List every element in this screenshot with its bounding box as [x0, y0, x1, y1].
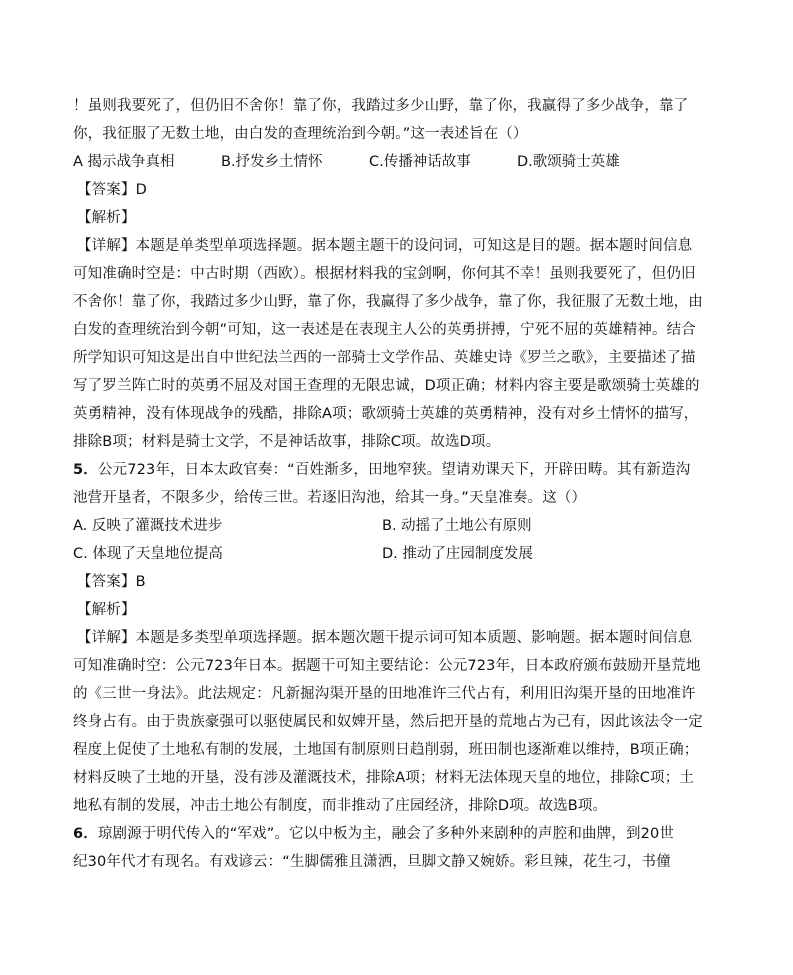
- q6-stem-line: [73, 820, 673, 848]
- q4-detail-line: 所学知识可知这是出自中世纪法兰西的一部骑士文学作品、英雄史诗《罗兰之歌》，主要描述了描: [73, 350, 696, 366]
- q4-detail-line: 不舍你！靠了你，我踏过多少山野，靠了你，我赢得了多少战争，靠了你，我征服了无数土地，由: [73, 294, 703, 310]
- q6-stem-text: 琼剧源于明代传入的“军戏”。它以中板为主，融会了多种外来剧种的声腔和曲牌，到20世: [97, 826, 675, 842]
- q4-option-b: B.抒发乡土情怀: [221, 154, 323, 170]
- q4-detail-line: 写了罗兰阵亡时的英勇不屈及对国王查理的无限忠诚，D项正确；材料内容主要是歌颂骑士英雄的: [73, 378, 700, 394]
- q5-option-d: D. 推动了庄园制度发展: [382, 546, 533, 562]
- q6-stem-line: 纪30年代才有现名。有戏谚云：“生脚儒雅且潇洒，旦脚文静又婉娇。彩旦辣，花生刁，书僮: [73, 854, 671, 870]
- q5-stem-line: 池营开垦者，不限多少，给传三世。若逐旧沟池，给其一身。”天皇准奏。这（）: [73, 490, 587, 506]
- q5-option-c: C. 体现了天皇地位提高: [73, 546, 223, 562]
- q5-options-row-1: [73, 512, 673, 540]
- q4-detail-line: 英勇精神，没有体现战争的残酷，排除A项；歌颂骑士英雄的英勇精神，没有对乡土情怀的描写，: [73, 406, 699, 422]
- q5-answer: 【答案】B: [77, 574, 146, 590]
- q4-options: [73, 148, 673, 176]
- q5-options-row-2: [73, 540, 673, 568]
- q5-option-b: B. 动摇了土地公有原则: [382, 518, 532, 534]
- q5-detail-line: 的《三世一身法》。此法规定：凡新掘沟渠开垦的田地准许三代占有，利用旧沟渠开垦的田地准许: [73, 686, 696, 702]
- q5-analysis-label: 【解析】: [77, 602, 136, 618]
- q5-detail-line: 可知准确时空：公元723年日本。据题干可知主要结论：公元723年，日本政府颁布鼓励开垦荒地: [73, 658, 701, 674]
- q5-option-a: A. 反映了灌溉技术进步: [73, 518, 223, 534]
- q5-detail-line: 终身占有。由于贵族豪强可以驱使属民和奴婢开垦，然后把开垦的荒地占为己有，因此该法令一定: [73, 714, 703, 730]
- q4-detail-line: 白发的查理统治到今朝”可知，这一表述是在表现主人公的英勇拼搏，宁死不屈的英雄精神。结合: [73, 322, 696, 338]
- q5-stem-text: 公元723年，日本太政官奏：“百姓渐多，田地窄狭。望请劝课天下，开辟田畴。其有新造沟: [97, 462, 691, 478]
- document-page: [73, 92, 703, 876]
- q5-number: 5．: [73, 462, 98, 478]
- q5-stem-line: [73, 456, 691, 484]
- q6-number: 6．: [73, 826, 98, 842]
- q5-detail-line: 地私有制的发展，冲击土地公有制度，而非推动了庄园经济，排除D项。故选B项。: [73, 798, 608, 814]
- q5-detail-line: 程度上促使了土地私有制的发展，土地国有制原则日趋削弱，班田制也逐渐难以维持，B项正确；: [73, 742, 699, 758]
- q4-option-d: D.歌颂骑士英雄: [517, 154, 620, 170]
- q4-stem-line: 你，我征服了无数土地，由白发的查理统治到今朝。”这一表述旨在（）: [73, 126, 528, 142]
- q5-detail-line: 【详解】本题是多类型单项选择题。据本题次题干提示词可知本质题、影响题。据本题时间信息: [77, 630, 693, 646]
- q4-analysis-label: 【解析】: [77, 210, 136, 226]
- q4-detail-line: 排除B项；材料是骑士文学，不是神话故事，排除C项。故选D项。: [73, 434, 501, 450]
- q4-option-a: A 揭示战争真相: [73, 154, 175, 170]
- q4-detail-line: 可知准确时空是：中古时期（西欧）。根据材料我的宝剑啊，你何其不幸！虽则我要死了，但仍旧: [73, 266, 696, 282]
- q4-answer: 【答案】D: [77, 182, 147, 198]
- q4-option-c: C.传播神话故事: [369, 154, 471, 170]
- q4-stem-line: ！虽则我要死了，但仍旧不舍你！靠了你，我踏过多少山野，靠了你，我赢得了多少战争，靠了: [73, 98, 689, 114]
- q5-detail-line: 材料反映了土地的开垦，没有涉及灌溉技术，排除A项；材料无法体现天皇的地位，排除C项；土: [73, 770, 694, 786]
- q4-detail-line: 【详解】本题是单类型单项选择题。据本题主题干的设问词，可知这是目的题。据本题时间信息: [77, 238, 693, 254]
